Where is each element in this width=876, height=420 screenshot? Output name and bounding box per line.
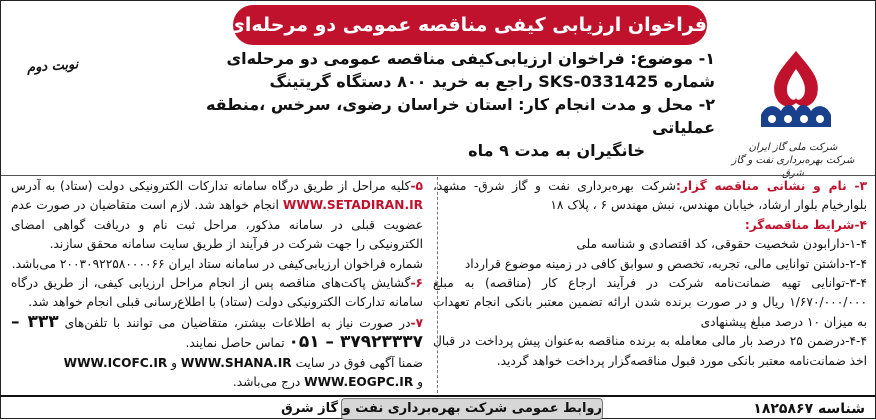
left-column: [11, 177, 423, 392]
item-5-label: ۵-: [410, 179, 423, 193]
ads-and-2: و: [417, 375, 423, 390]
ads-tail: درج می‌باشد.: [232, 375, 301, 390]
setad-link[interactable]: WWW.SETADIRAN.IR: [282, 198, 423, 213]
item-4-1: ۱-۴-دارابودن شخصیت حقوقی، کد اقتصادی و شناسه ملی: [576, 237, 867, 252]
icofc-link[interactable]: WWW.ICOFC.IR: [63, 355, 168, 370]
public-relations-label: روابط عمومی شرکت بهره‌برداری نفت و گاز شرق: [341, 398, 603, 420]
subject-line-3: ۲- محل و مدت انجام کار: استان خراسان رضوی، سرخس ،منطقه عملیاتی: [205, 95, 715, 137]
item-4-2: ۲-۴-داشتن توانایی مالی، تجربه، تخصص و سوابق کافی در زمینه موضوع قرارداد: [464, 256, 867, 271]
subject-line-2: شماره SKS-0331425 راجع به خرید ۸۰۰ دستگاه گریتینگ: [269, 72, 715, 91]
footer-divider: [1, 395, 875, 397]
item-5-text-a: کلیه مراحل از طریق درگاه سامانه تدارکات الکترونیکی دولت (ستاد) به آدرس: [11, 179, 411, 193]
item-3-text: شرکت بهره‌برداری نفت و گاز شرق- مشهد، بلوارخیام بلوار ارشاد، خیابان مهندس، نبش مهندس ۶ ، پلاک ۱۸: [433, 179, 867, 213]
subject-line-4: خانگیران به مدت ۹ ماه: [468, 141, 645, 160]
ads-line: [11, 354, 423, 373]
shana-link[interactable]: WWW.SHANA.IR: [180, 355, 292, 370]
item-7-tail: تماس حاصل نمایند.: [185, 336, 285, 351]
item-7-label: ۷-: [410, 315, 424, 330]
item-3-label: ۳- نام و نشانی مناقصه گزار:: [675, 179, 868, 193]
nioc-logo: [741, 45, 851, 141]
notice-title: فراخوان ارزیابی کیفی مناقصه عمومی دو مرحله‌ای شماره SKS-0331425: [11, 14, 707, 36]
section-divider: [1, 175, 875, 176]
item-4-label: ۴-شرایط مناقصه‌گر:: [744, 217, 867, 232]
notice-id: شناسه ۱۸۲۵۸۶۷: [753, 401, 865, 417]
flame-logo-icon: [741, 45, 851, 141]
notice-title-banner: [11, 5, 707, 45]
edition-label: نوبت دوم: [26, 57, 79, 76]
phone-numbers: ۳۳۳ – ۳۷۹۲۳۳۳۷ – ۰۵۱: [11, 311, 423, 353]
item-6: [11, 274, 423, 313]
subject-line-1: ۱- موضوع: فراخوان ارزیابی‌کیفی مناقصه عمومی دو مرحله‌ای: [226, 49, 715, 68]
item-4-4: ۴-۴-درضمن ۲۵ درصد بار مالی معامله به برنده مناقصه به‌عنوان پیش پرداخت در قبال اخذ ضمانت‌نامه معتبر بانکی مورد قبول مناقصه‌گزار پرداخت خواهد گردید.: [433, 334, 867, 368]
column-divider: [437, 177, 438, 393]
item-6-text: گشایش پاکت‌های مناقصه پس از انجام مراحل ارزیابی کیفی، از طریق درگاه سامانه تدارکات الکترونیکی دولت (ستاد) با اطلاع‌رسانی قبلی انجام خواهد شد.: [11, 276, 423, 310]
ads-and-1: و: [171, 355, 178, 370]
ads-line-2: [11, 373, 423, 392]
item-7: [11, 313, 423, 354]
right-column: [433, 177, 867, 371]
eogpc-link[interactable]: WWW.EOGPC.IR: [304, 375, 414, 390]
company-line-2: شرکت بهره‌برداری نفت و گاز شرق: [731, 155, 855, 179]
item-6-label: ۶-: [410, 276, 423, 291]
item-3: [433, 177, 867, 216]
subject-block: [145, 47, 715, 162]
ads-text-a: ضمنا آگهی فوق در سایت: [295, 355, 423, 370]
item-7-text: در صورت نیاز به اطلاعات بیشتر، متقاضیان می توانند با تلفن‌های: [64, 315, 411, 330]
item-5-text-b: انجام خواهد شد. لازم است متقاضیان در صورت عدم عضویت قبلی در سامانه مذکور، مراحل ثبت نام و دریافت گواهی امضای الکترونیکی را جهت شرکت در فرآیند از طریق سایت سامانه محقق سازند.: [11, 198, 423, 252]
company-line-1: شرکت ملی گاز ایران: [748, 142, 838, 153]
item-5-text-c: شماره فراخوان ارزیابی‌کیفی در سامانه ستاد ایران ۲۰۰۳۰۹۲۲۵۸۰۰۰۰۶۶ می‌باشد.: [11, 256, 423, 271]
item-5: [11, 177, 423, 255]
item-4-3: ۳-۴-توانایی تهیه ضمانت‌نامه شرکت در فرآیند ارجاع کار (مناقصه) به مبلغ ۱/۶۷۰/۰۰۰/۰۰۰ ریال و در صورت برنده شدن ارائه تضمین معتبر بانکی انجام تعهدات به میزان ۱۰ درصد مبلغ پیشنهادی: [433, 276, 867, 329]
